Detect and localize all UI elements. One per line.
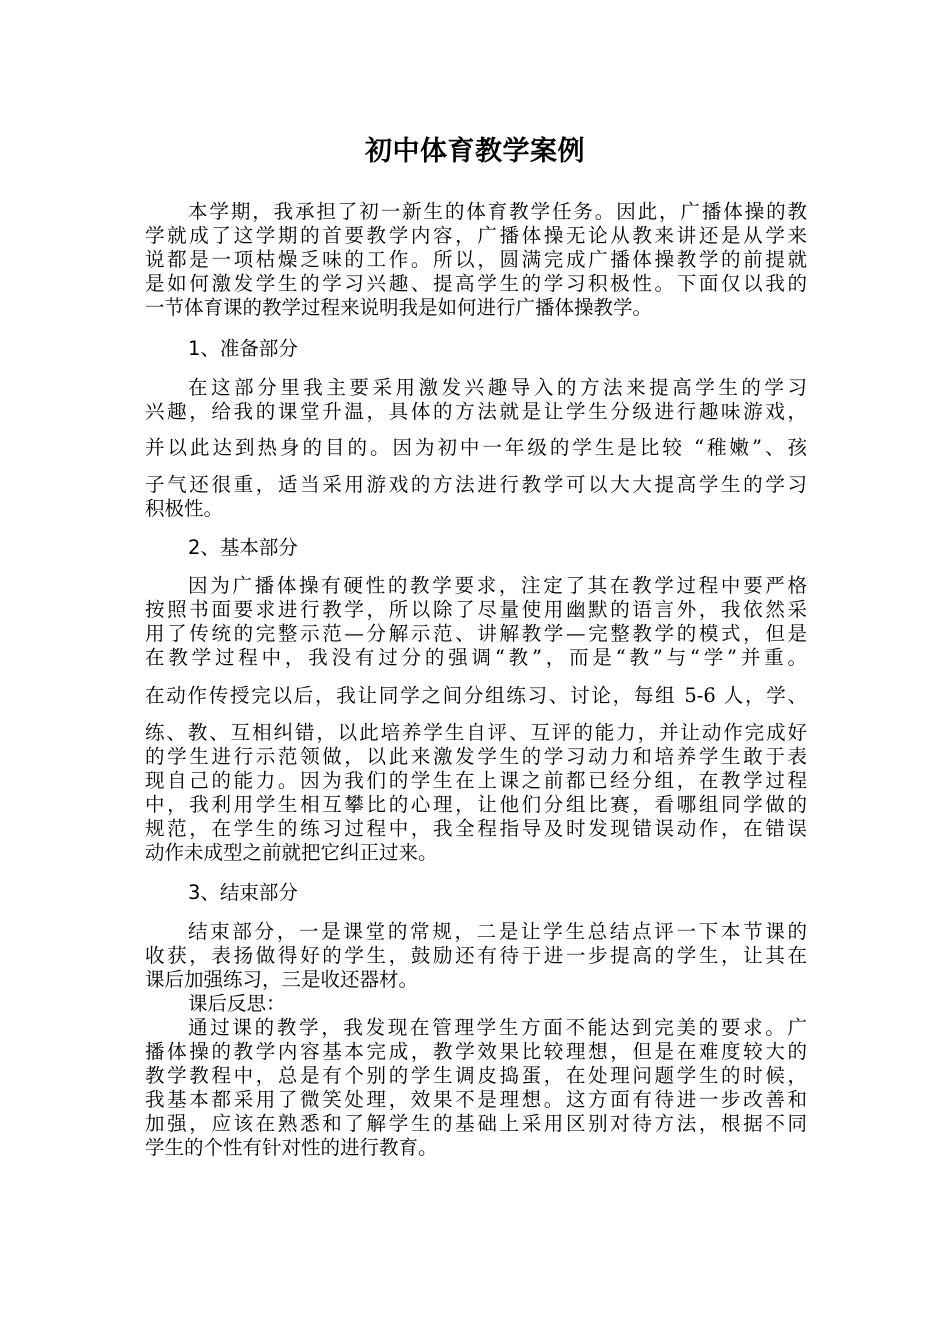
paragraph-line: 积极性。 [145, 497, 224, 520]
paragraph-line: 课后加强练习，三是收还器材。 [145, 968, 419, 991]
section-heading-basic: 2、基本部分 [188, 536, 298, 559]
paragraph-line: 学生的个性有针对性的进行教育。 [145, 1136, 438, 1159]
paragraph-line: 中，我利用学生相互攀比的心理，让他们分组比赛，看哪组同学做的 [145, 793, 807, 816]
paragraph-line: 兴趣，给我的课堂升温，具体的方法就是让学生分级进行趣味游戏， [145, 400, 807, 423]
paragraph-line: 是如何激发学生的学习兴趣、提高学生的学习积极性。下面仅以我的 [145, 272, 807, 295]
paragraph-line: 按照书面要求进行教学，所以除了尽量使用幽默的语言外，我依然采 [145, 598, 807, 621]
paragraph-line: 动作未成型之前就把它纠正过来。 [145, 841, 438, 864]
paragraph-line: 现自己的能力。因为我们的学生在上课之前都已经分组，在教学过程 [145, 769, 807, 792]
paragraph-line: 通过课的教学，我发现在管理学生方面不能达到完美的要求。广 [188, 1016, 807, 1039]
paragraph-line: 在教学过程中，我没有过分的强调“教”，而是“教”与“学”并重。 [145, 646, 807, 669]
paragraph-line: 播体操的教学内容基本完成，教学效果比较理想，但是在难度较大的 [145, 1040, 807, 1063]
paragraph-line: 加强，应该在熟悉和了解学生的基础上采用区别对待方法，根据不同 [145, 1112, 807, 1135]
paragraph-line: 并以此达到热身的目的。因为初中一年级的学生是比较 “稚嫩”、孩 [145, 436, 807, 459]
paragraph-line: 在动作传授完以后，我让同学之间分组练习、讨论，每组 5-6 人，学、 [145, 684, 807, 707]
paragraph-line: 因为广播体操有硬性的教学要求，注定了其在教学过程中要严格 [188, 574, 807, 597]
paragraph-line: 练、教、互相纠错，以此培养学生自评、互评的能力，并让动作完成好 [145, 721, 807, 744]
paragraph-line: 用了传统的完整示范—分解示范、讲解教学—完整教学的模式，但是 [145, 622, 807, 645]
paragraph-line: 收获，表扬做得好的学生，鼓励还有待于进一步提高的学生，让其在 [145, 944, 807, 967]
section-heading-reflection: 课后反思： [188, 992, 286, 1015]
section-heading-preparation: 1、准备部分 [188, 337, 298, 360]
document-title: 初中体育教学案例 [365, 136, 585, 167]
paragraph-line: 在这部分里我主要采用激发兴趣导入的方法来提高学生的学习 [188, 376, 807, 399]
paragraph-line: 说都是一项枯燥乏味的工作。所以，圆满完成广播体操教学的前提就 [145, 248, 807, 271]
paragraph-line: 本学期，我承担了初一新生的体育教学任务。因此，广播体操的教 [188, 200, 807, 223]
paragraph-line: 教学教程中，总是有个别的学生调皮捣蛋，在处理问题学生的时候， [145, 1064, 807, 1087]
paragraph-line: 一节体育课的教学过程来说明我是如何进行广播体操教学。 [145, 296, 653, 319]
section-heading-closing: 3、结束部分 [188, 881, 298, 904]
paragraph-line: 学就成了这学期的首要教学内容，广播体操无论从教来讲还是从学来 [145, 224, 807, 247]
paragraph-line: 我基本都采用了微笑处理，效果不是理想。这方面有待进一步改善和 [145, 1088, 807, 1111]
paragraph-line: 规范，在学生的练习过程中，我全程指导及时发现错误动作，在错误 [145, 817, 807, 840]
paragraph-line: 子气还很重，适当采用游戏的方法进行教学可以大大提高学生的学习 [145, 473, 807, 496]
paragraph-line: 的学生进行示范领做，以此来激发学生的学习动力和培养学生敢于表 [145, 745, 807, 768]
paragraph-line: 结束部分，一是课堂的常规，二是让学生总结点评一下本节课的 [188, 920, 807, 943]
